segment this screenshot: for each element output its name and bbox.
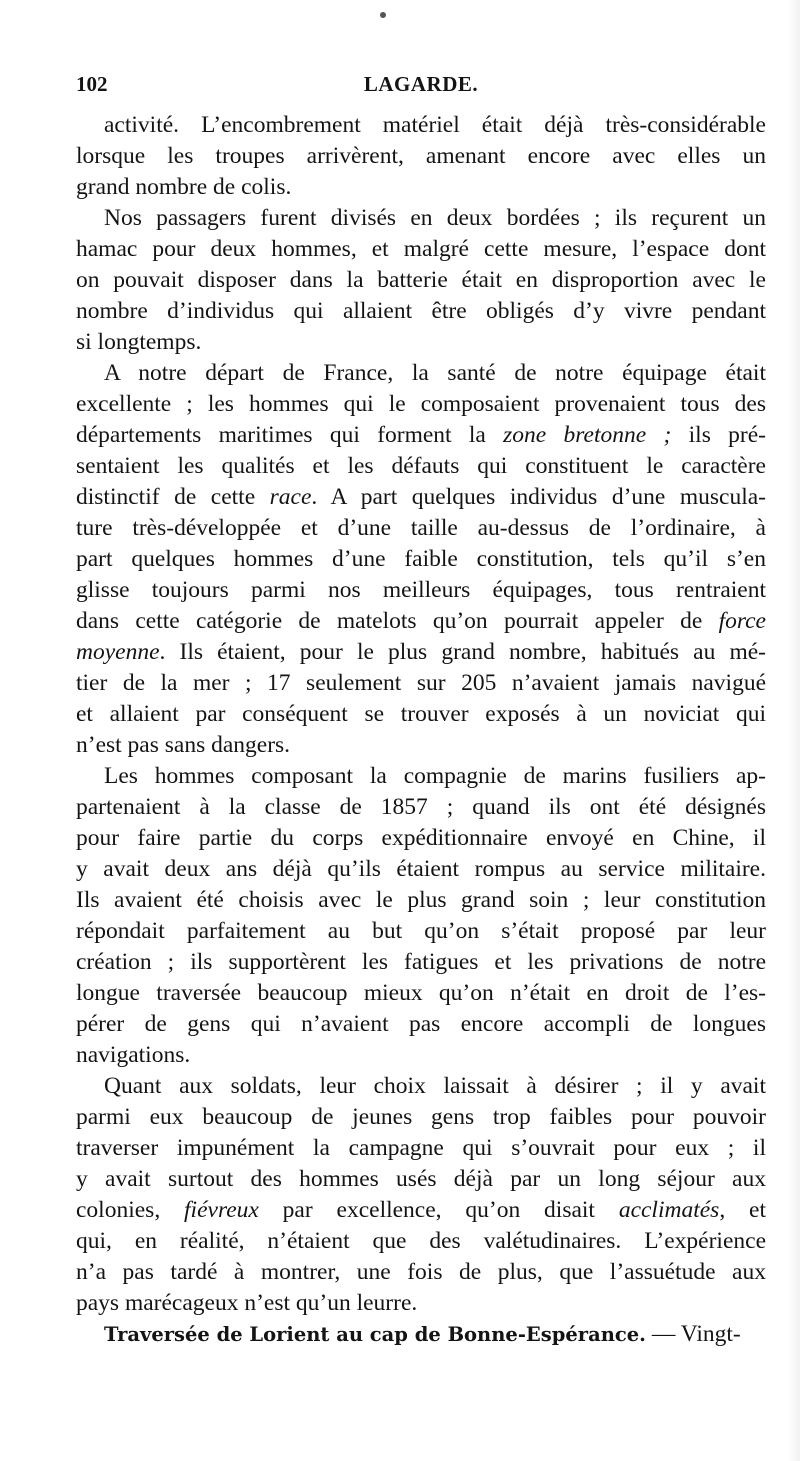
text-line: y avait surtout des hommes usés déjà par un long séjour aux (76, 1166, 766, 1192)
text-line: lorsque les troupes arrivèrent, amenant encore avec elles un (76, 143, 766, 169)
text-line: tier de la mer ; 17 seulement sur 205 n’avaient jamais navigué (76, 670, 766, 696)
italic-phrase: fiévreux (184, 1197, 259, 1223)
section-heading-title: Traversée de Lorient au cap de Bonne-Espérance. (104, 1323, 646, 1346)
text-line: hamac pour deux hommes, et malgré cette mesure, l’espace dont (76, 236, 766, 262)
text-line: moyenne. Ils étaient, pour le plus grand nombre, habitués au mé- (76, 639, 766, 665)
text-line: sentaient les qualités et les défauts qui constituent le caractère (76, 453, 766, 479)
running-title: LAGARDE. (363, 72, 479, 96)
text-line: n’a pas tardé à montrer, une fois de plus, que l’assuétude aux (76, 1259, 766, 1285)
text-line: n’est pas sans dangers. (76, 732, 291, 758)
page-header (76, 72, 766, 102)
text-line: y avait deux ans déjà qu’ils étaient rompus au service militaire. (76, 856, 766, 882)
text-line: on pouvait disposer dans la batterie était en disproportion avec le (76, 267, 766, 293)
text-line: navigations. (76, 1042, 191, 1068)
section-heading-continuation: — Vingt- (645, 1321, 741, 1347)
text-line: qui, en réalité, n’étaient que des valétudinaires. L’expérience (76, 1228, 766, 1254)
text-line: Ils avaient été choisis avec le plus grand soin ; leur constitution (76, 887, 766, 913)
text-line: activité. L’encombrement matériel était déjà très-considérable (104, 112, 766, 138)
text-line: nombre d’individus qui allaient être obligés d’y vivre pendant (76, 298, 766, 324)
italic-phrase: moyenne (76, 639, 160, 665)
text-line: Nos passagers furent divisés en deux bordées ; ils reçurent un (104, 205, 766, 231)
italic-phrase: force (718, 608, 766, 634)
text-line: création ; ils supportèrent les fatigues et les privations de notre (76, 949, 766, 975)
text-line: et allaient par conséquent se trouver exposés à un noviciat qui (76, 701, 766, 727)
text-line: dans cette catégorie de matelots qu’on pourrait appeler de force (76, 608, 766, 634)
scan-speck (380, 12, 386, 18)
italic-phrase: zone bretonne ; (503, 422, 672, 448)
text-line: longue traversée beaucoup mieux qu’on n’était en droit de l’es- (76, 980, 766, 1006)
text-line: part quelques hommes d’une faible constitution, tels qu’il s’en (76, 546, 766, 572)
text-line: Les hommes composant la compagnie de marins fusiliers ap- (104, 763, 766, 789)
text-line: Quant aux soldats, leur choix laissait à désirer ; il y avait (104, 1073, 766, 1099)
text-line: pérer de gens qui n’avaient pas encore accompli de longues (76, 1011, 766, 1037)
text-line: colonies, fiévreux par excellence, qu’on disait acclimatés, et (76, 1197, 766, 1223)
text-line: pays marécageux n’est qu’un leurre. (76, 1290, 418, 1316)
text-line: distinctif de cette race. A part quelques individus d’une muscula- (76, 484, 767, 510)
text-line: partenaient à la classe de 1857 ; quand ils ont été désignés (76, 794, 766, 820)
page-edge-shadow (788, 0, 800, 1461)
text-line: si longtemps. (76, 329, 202, 355)
text-line: ture très-développée et d’une taille au-dessus de l’ordinaire, à (76, 515, 766, 541)
text-line: A notre départ de France, la santé de notre équipage était (104, 360, 766, 386)
italic-phrase: acclimatés (618, 1197, 720, 1223)
text-line: glisse toujours parmi nos meilleurs équipages, tous rentraient (76, 577, 766, 603)
section-heading (76, 1319, 766, 1350)
text-line: pour faire partie du corps expéditionnaire envoyé en Chine, il (76, 825, 766, 851)
text-line: grand nombre de colis. (76, 174, 292, 200)
page-number: 102 (76, 72, 108, 96)
text-line: répondait parfaitement au but qu’on s’était proposé par leur (76, 918, 766, 944)
body-text (76, 110, 766, 1350)
italic-phrase: race (269, 484, 312, 510)
text-line: traverser impunément la campagne qui s’ouvrait pour eux ; il (76, 1135, 766, 1161)
text-line: excellente ; les hommes qui le composaient provenaient tous des (76, 391, 766, 417)
text-line: parmi eux beaucoup de jeunes gens trop faibles pour pouvoir (76, 1104, 766, 1130)
text-line: départements maritimes qui forment la zone bretonne ; ils pré- (76, 422, 766, 448)
